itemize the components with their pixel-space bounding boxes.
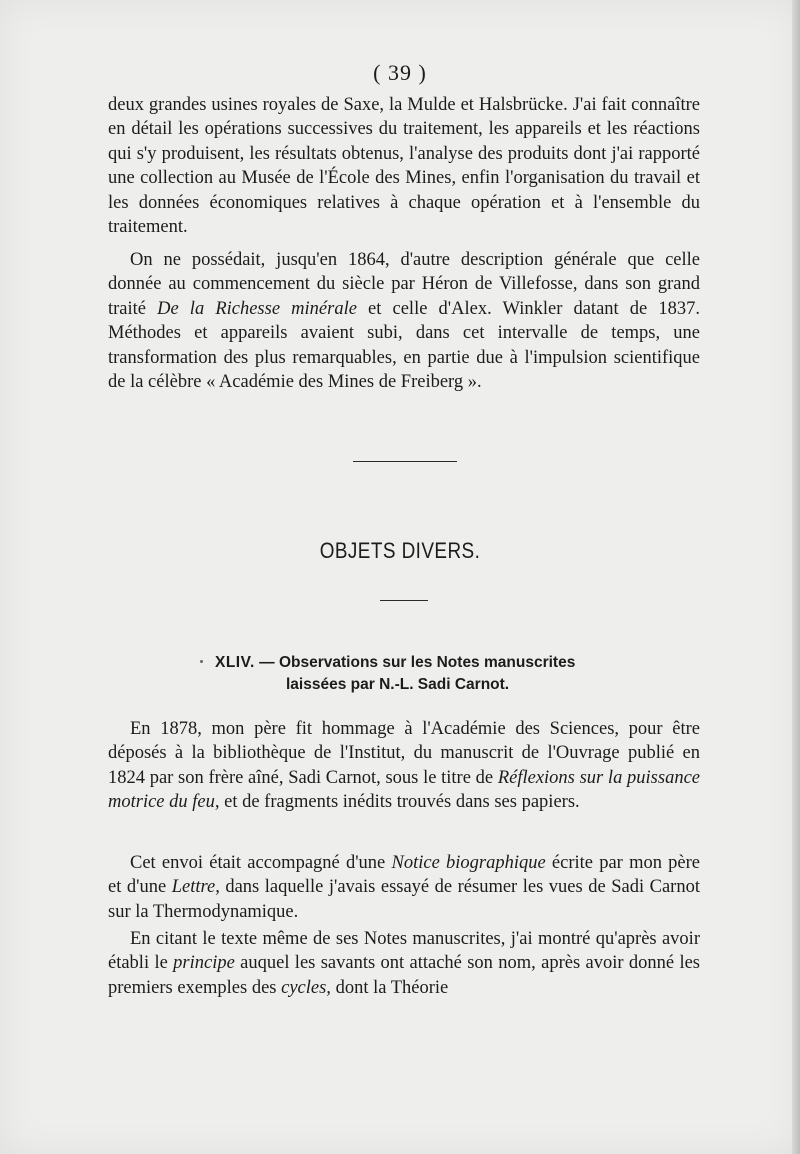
reflexions-title: Réflexions sur la puissance motrice du feu, (108, 767, 700, 813)
entry-number: XLIV. (215, 654, 255, 671)
entry-heading (215, 652, 635, 696)
paragraph-3-middle: auquel les savants ont attaché son nom, après avoir donné les premiers exemples des (108, 953, 700, 998)
paragraph-2-middle: écrite par mon père et d'une (108, 853, 701, 898)
lettre-title: Lettre, (171, 877, 220, 898)
ouvrage-text (108, 248, 700, 394)
paragraph-3-before: En citant le texte même de ses Notes manuscrites, j'ai montré qu'après avoir établi le (108, 929, 700, 974)
intro-paragraph (108, 93, 700, 239)
paragraph-2-text (108, 851, 700, 924)
separator-rule (353, 461, 457, 462)
paragraph-1-text (108, 717, 700, 815)
ouvrage-text-after: et celle d'Alex. Winkler datant de 1837. Méthodes et appareils avaient subi, dans cet intervalle de temps, une transformation des plus remarquables, en partie due à l'impulsion scientifique de la célèbre « Académie des Mines de Freiberg ». (108, 298, 700, 393)
paragraph-3 (108, 927, 700, 1000)
principe-word: principe (173, 953, 235, 974)
cycles-word: cycles, (281, 977, 331, 998)
ouvrage-book-title: De la Richesse minérale (157, 298, 357, 319)
paragraph-2 (108, 851, 700, 924)
paragraph-1-before: En 1878, mon père fit hommage à l'Académie des Sciences, pour être déposés à la bibliothèque de l'Institut, du manuscrit de l'Ouvrage publié en 1824 par son frère aîné, Sadi Carnot, sous le titre de (108, 719, 700, 788)
bullet-mark (200, 660, 203, 663)
ouvrage-paragraph (108, 248, 700, 394)
paragraph-2-after: dans laquelle j'avais essayé de résumer les vues de Sadi Carnot sur la Thermodynamique. (108, 877, 700, 922)
page-number: ( 39 ) (373, 60, 427, 85)
paragraph-3-after: dont la Théorie (330, 977, 449, 998)
page-edge (792, 0, 800, 1154)
short-separator-rule (380, 600, 428, 601)
entry-dash: — (254, 654, 279, 671)
entry-title-line2: laissées par N.-L. Sadi Carnot. (286, 676, 510, 693)
paragraph-3-text (108, 927, 700, 1000)
paragraph-1-after: et de fragments inédits trouvés dans ses papiers. (219, 792, 580, 813)
paragraph-2-before: Cet envoi était accompagné d'une (130, 853, 392, 873)
section-title: OBJETS DIVERS. (319, 538, 481, 563)
paragraph-1 (108, 717, 700, 815)
entry-title-line1: Observations sur les Notes manuscrites (278, 654, 576, 671)
entry-heading-line1 (215, 652, 635, 674)
intro-text: deux grandes usines royales de Saxe, la Mulde et Halsbrücke. J'ai fait connaître en détail les opérations successives du traitement, les appareils et les réactions qui s'y produisent, les résultats obtenus, l'analyse des produits dont j'ai rapporté une collection au Musée de l'École des Mines, enfin l'organisation du travail et les données économiques relatives à chaque opération et à l'ensemble du traitement. (108, 95, 700, 238)
notice-title: Notice biographique (391, 853, 546, 873)
ouvrage-text-before: On ne possédait, jusqu'en 1864, d'autre description générale que celle donnée au commencement du siècle par Héron de Villefosse, dans son grand traité (108, 250, 700, 319)
